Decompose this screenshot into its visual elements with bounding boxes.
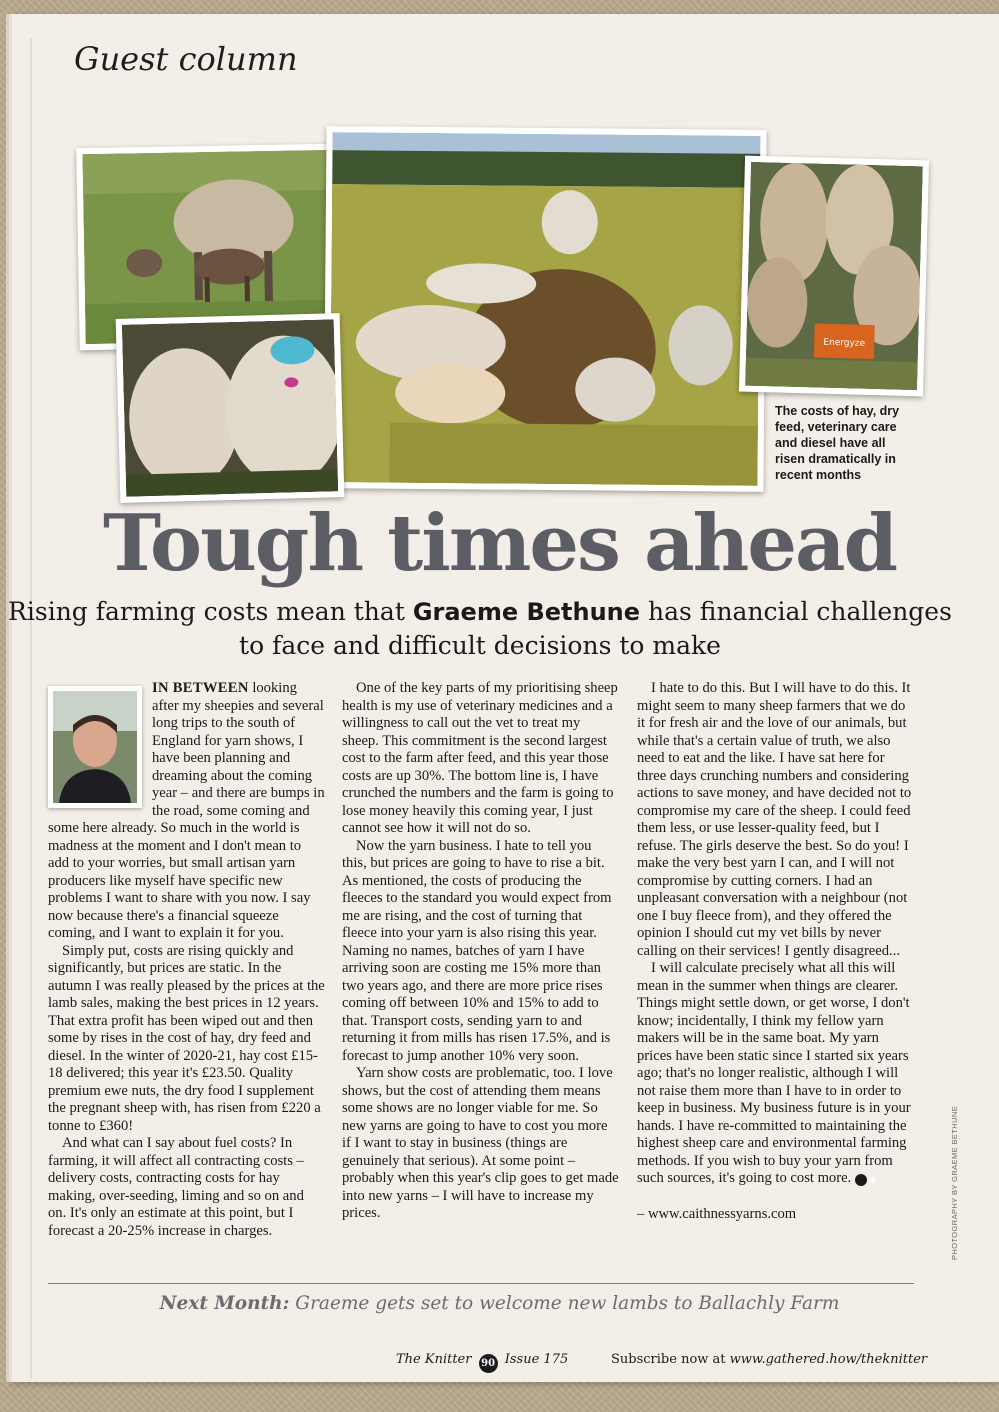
author-photo <box>48 686 142 808</box>
headline: Tough times ahead <box>102 498 897 589</box>
page-number: 90 <box>479 1354 498 1373</box>
standfirst-post: has financial challenges to face and difficult decisions to make <box>239 597 952 660</box>
article-column-3 <box>637 680 914 1223</box>
paragraph: IN BETWEEN looking after my sheepies and several long trips to the south of England for yarn shows, I have been planning and dreaming about the coming year – and there are bumps in the road, some coming and some here already. So much in the world is madness at the moment and I don't mean to add to your worries, but small artisan yarn producers like myself have specific new problems I want to share with you now. I say now because there's a financial squeeze coming, and I want to explain it for you. <box>48 680 325 941</box>
photo-two-ewes <box>116 313 345 503</box>
end-mark-icon: ✚ <box>855 1174 867 1186</box>
magazine-name: The Knitter <box>396 1352 472 1367</box>
standfirst-pre: Rising farming costs mean that <box>8 597 413 626</box>
footer-magazine-info <box>396 1352 568 1373</box>
subscribe-link[interactable]: www.gathered.how/theknitter <box>729 1352 928 1367</box>
paragraph: I hate to do this. But I will have to do this. It might seem to many sheep farmers that we do it for fresh air and the love of our animals, but while that's a certain value of truth, we also need to eat and the like. I have sat here for three days crunching numbers and considering actions to save money, and have decided not to compromise my care of the sheep. I could feed them less, or use lesser-quality feed, but I refuse. The girls deserve the best. So do you! I make the very best yarn I can, and I will not compromise by cutting corners. I had an unpleasant conversation with a neighbour (not one I buy fleece from), and they offered the opinion I should cut my vet bills by never calling on their services! I gently disagreed... <box>637 680 912 959</box>
page-spine-edge <box>30 38 32 1378</box>
section-label: Guest column <box>74 40 298 78</box>
feed-tub-label: Energyze <box>823 337 866 349</box>
paragraph: Simply put, costs are rising quickly and significantly, but prices are static. In the autumn I was really pleased by the prices at the lamb sales, making the best prices in 12 years. That extra profit has been wiped out and then some by rises in the cost of hay, dry feed and diesel. In the winter of 2020-21, hay cost £15-18 delivered; this year it's £23.50. Quality premium ewe nuts, the dry food I supplement the pregnant sheep with, has risen from £220 a tonne to £360! <box>48 942 325 1134</box>
footer-subscribe: Subscribe now at www.gathered.how/theknitter <box>611 1352 928 1367</box>
paragraph: I will calculate precisely what all this will mean in the summer when things are clearer. Things might settle down, or get worse, I don't know; incidentally, I think my fellow yarn makers will be in the same boat. My yarn prices have been static since I started six years ago; that's no longer realistic, although I will not raise them more than I have to in order to keep in business. My business future is in your hands. I have re-committed to maintaining the highest sheep care and environmental farming methods. If you wish to buy your yarn from such sources, it's going to cost more. ✚ <box>637 960 911 1186</box>
photo-flock-hay-bale-image <box>329 132 760 486</box>
photo-caption: The costs of hay, dry feed, veterinary care and diesel have all risen dramatically in recent months <box>775 404 900 482</box>
author-name: Graeme Bethune <box>412 598 641 626</box>
photo-feed-tub <box>739 156 929 397</box>
paragraph: Now the yarn business. I hate to tell you this, but prices are going to have to rise a bit. As mentioned, the costs of producing the fleeces to the standard you would expect from me are rising, and the cost of turning that fleece into your yarn is also rising this year. Naming no names, batches of yarn I have arriving soon are costing me 15% more than two years ago, and there are more price rises coming off between 10% and 15% to add to that. Transport costs, sending yarn to and returning it from mills has risen 17.5%, and is forecast to jump another 10% very soon. <box>342 837 612 1064</box>
article-column-2 <box>342 680 619 1223</box>
paragraph: One of the key parts of my prioritising sheep health is my use of veterinary medicines and a willingness to call out the vet to treat my sheep. This commitment is the second largest cost to the farm after feed, and this year those costs are up 30%. The bottom line is, I have crunched the numbers and the farm is going to lose money heavily this coming year, I just cannot see how it will not do so. <box>342 680 618 836</box>
author-portrait-image <box>53 691 137 803</box>
next-month-teaser: Next Month: Graeme gets set to welcome new lambs to Ballachly Farm <box>159 1293 840 1314</box>
website-link[interactable]: – www.caithnessyarns.com <box>637 1205 797 1222</box>
issue-number: Issue 175 <box>504 1352 569 1367</box>
article-column-1 <box>48 680 325 1240</box>
next-month-label: Next Month: <box>159 1293 290 1314</box>
lead-in: IN BETWEEN <box>152 680 249 696</box>
photo-feed-tub-image <box>745 162 923 390</box>
photo-flock-hay-bale <box>323 126 766 492</box>
photo-two-ewes-image <box>122 319 338 496</box>
standfirst <box>0 595 960 662</box>
paragraph: Yarn show costs are problematic, too. I love shows, but the cost of attending them means some shows are no longer viable for me. So new yarns are going to have to cost you more if I want to stay in business (things are genuinely that serious). At some point – probably when this year's clip goes to get made into new yarns – I will have to increase my prices. <box>342 1065 619 1221</box>
paragraph: And what can I say about fuel costs? In farming, it will affect all contracting costs – delivery costs, contracting costs for hay making, over-seeding, liming and so on and on. It's only an estimate at this point, but I forecast a 20-25% increase in charges. <box>48 1135 304 1239</box>
photo-credit: PHOTOGRAPHY BY GRAEME BETHUNE <box>950 1105 959 1260</box>
divider <box>48 1283 914 1284</box>
